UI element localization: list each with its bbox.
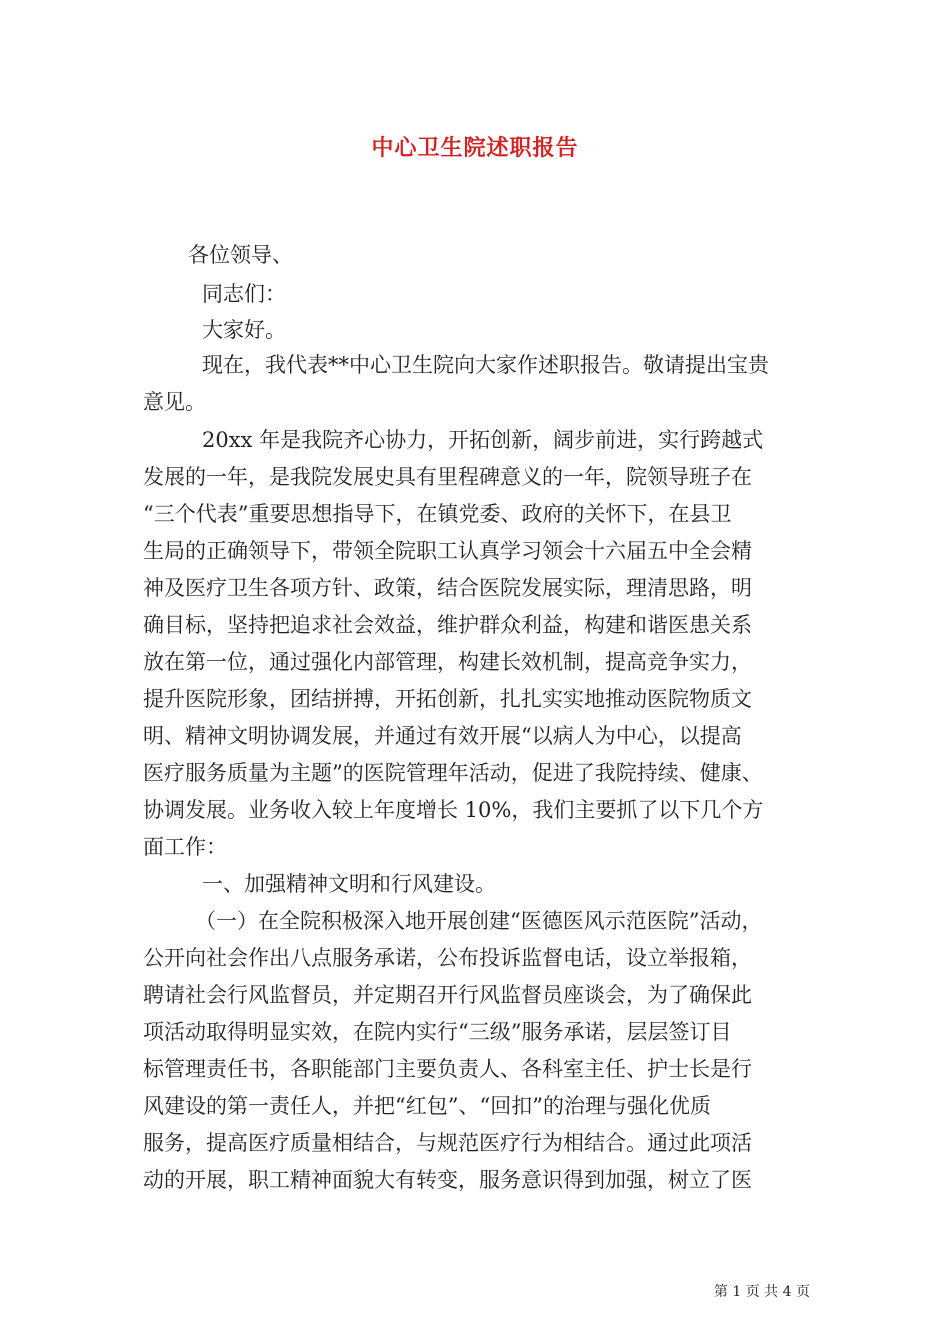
page-number: 第 1 页 共 4 页: [713, 1284, 810, 1300]
text-line: 提升医院形象，团结拼搏，开拓创新，扎扎实实地推动医院物质文: [143, 687, 752, 711]
text-line: 风建设的第一责任人，并把“红包”、“回扣”的治理与强化优质: [143, 1094, 711, 1118]
text-line: 协调发展。业务收入较上年度增长 10%，我们主要抓了以下几个方: [143, 798, 764, 822]
text-line: 放在第一位，通过强化内部管理，构建长效机制，提高竞争实力，: [143, 650, 752, 674]
text-line: 现在，我代表**中心卫生院向大家作述职报告。敬请提出宝贵: [202, 353, 769, 377]
document-title: 中心卫生院述职报告: [371, 135, 579, 161]
text-line: 20xx 年是我院齐心协力，开拓创新，阔步前进，实行跨越式: [202, 428, 764, 452]
text-line: 神及医疗卫生各项方针、政策，结合医院发展实际，理清思路，明: [143, 576, 752, 600]
text-line-greeting: 大家好。: [202, 318, 286, 342]
text-line: 动的开展，职工精神面貌大有转变，服务意识得到加强，树立了医: [143, 1168, 752, 1192]
text-line: 确目标，坚持把追求社会效益，维护群众利益，构建和谐医患关系: [143, 613, 752, 637]
text-line: 标管理责任书，各职能部门主要负责人、各科室主任、护士长是行: [143, 1057, 752, 1081]
text-line: 医疗服务质量为主题”的医院管理年活动，促进了我院持续、健康、: [143, 761, 763, 785]
text-line-salutation-2: 同志们：: [202, 282, 286, 306]
text-line: 发展的一年，是我院发展史具有里程碑意义的一年，院领导班子在: [143, 465, 752, 489]
text-line: （一）在全院积极深入地开展创建“医德医风示范医院”活动，: [195, 909, 763, 933]
text-line: 明、精神文明协调发展，并通过有效开展“以病人为中心，以提高: [143, 724, 742, 748]
text-line: 公开向社会作出八点服务承诺，公布投诉监督电话，设立举报箱，: [143, 946, 752, 970]
text-line-salutation-1: 各位领导、: [188, 243, 293, 267]
text-line: “三个代表”重要思想指导下，在镇党委、政府的关怀下，在县卫: [143, 502, 732, 526]
text-line: 生局的正确领导下，带领全院职工认真学习领会十六届五中全会精: [143, 539, 752, 563]
text-line: 聘请社会行风监督员，并定期召开行风监督员座谈会，为了确保此: [143, 983, 752, 1007]
text-line: 服务，提高医疗质量相结合，与规范医疗行为相结合。通过此项活: [143, 1131, 752, 1155]
text-line: 项活动取得明显实效，在院内实行“三级”服务承诺，层层签订目: [143, 1020, 732, 1044]
text-line: 意见。: [143, 390, 206, 414]
text-line: 面工作：: [143, 835, 227, 859]
section-heading: 一、加强精神文明和行风建设。: [202, 872, 496, 896]
